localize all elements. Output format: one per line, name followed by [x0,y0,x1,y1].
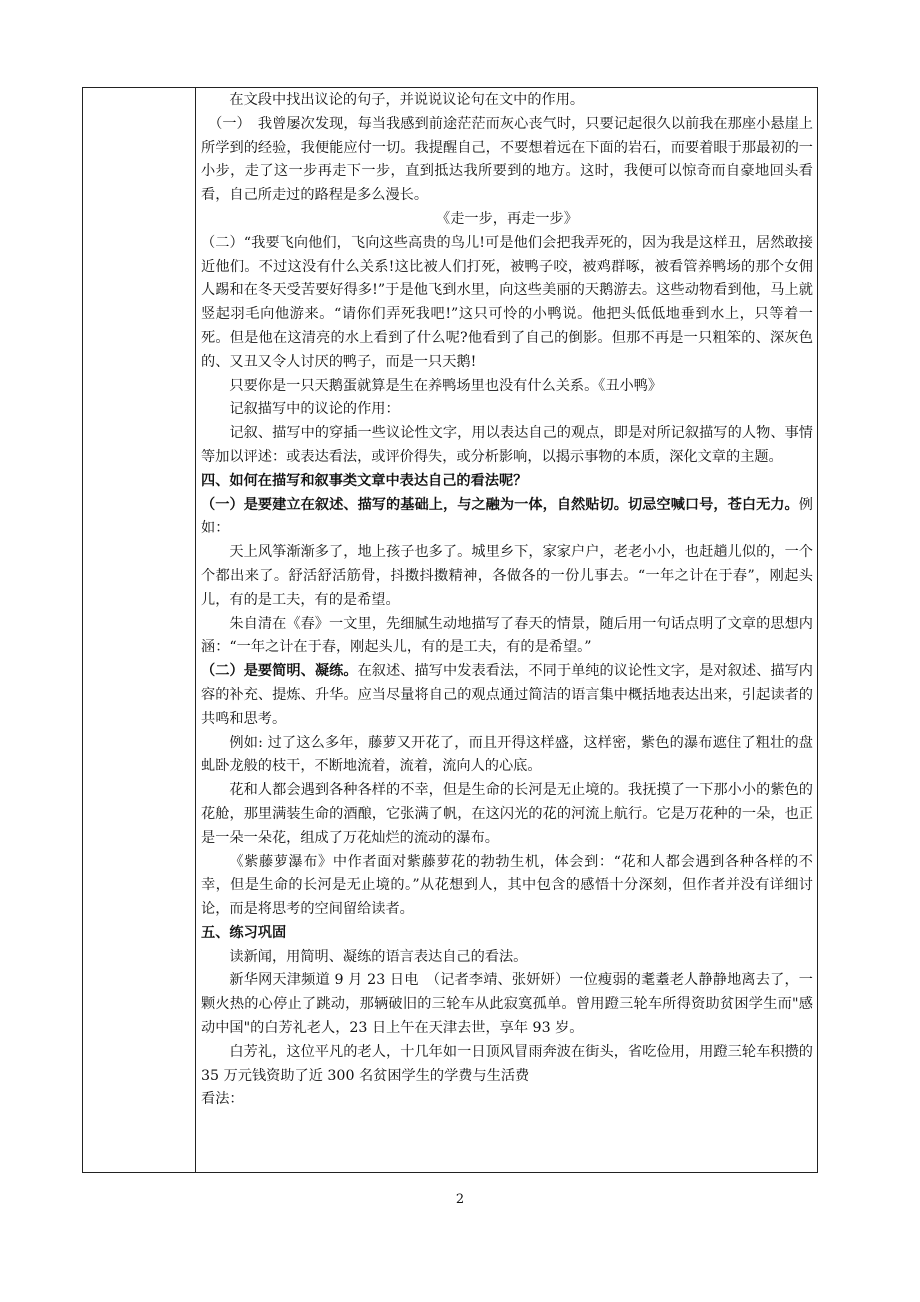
column-divider [195,88,196,1172]
point-two-bold: （二）是要简明、凝练。 [201,663,358,680]
section-four-heading: 四、如何在描写和叙事类文章中表达自己的看法呢？ [201,472,528,489]
excerpt-one: （一） 我曾屡次发现，每当我感到前途茫茫而灰心丧气时，只要记起很久以前我在那座小悬崖上所学到的经验，我便能应付一切。我提醒自己，不要想着远在下面的岩石，而要着眼于那最初的一小步，走了这一步再走下一步，直到抵达我所要到的地方。这时，我便可以惊奇而自豪地回头看看，自己所走过的路程是多么漫长。 [201,115,813,204]
exercise-instruction: 读新闻，用简明、凝练的语言表达自己的看法。 [229,948,528,965]
wisteria-example: 例如: 过了这么多年，藤萝又开花了，而且开得这样盛，这样密，紫色的瀑布遮住了粗壮的盘虬卧龙般的枝干，不断地流着，流着，流向人的心底。 [201,734,813,775]
task-prompt: 在文段中找出议论的句子，并说说议论句在文中的作用。 [229,92,585,108]
point-one [201,494,813,542]
excerpt-one-source: 《走一步，再走一步》 [436,210,578,227]
page-number: 2 [455,1192,465,1207]
wisteria-excerpt: 花和人都会遇到各种各样的不幸，但是生命的长河是无止境的。我抚摸了一下那小小的紫色的花舱，那里满装生命的酒酿，它张满了帆，在这闪光的花的河流上航行。它是万花种的一朵，也正是一朵一朵花，组成了万花灿烂的流动的瀑布。 [201,782,813,846]
point-one-bold: （一）是要建立在叙述、描写的基础上，与之融为一体，自然贴切。切忌空喊口号，苍白无力。 [201,496,799,513]
point-two [201,660,813,731]
news-paragraph-two: 白芳礼，这位平凡的老人，十几年如一日顶风冒雨奔波在街头，省吃俭用，用蹬三轮车积攒的 35 万元钱资助了近 300 名贫困学生的学费与生活费 [201,1043,813,1084]
news-paragraph-one: 新华网天津频道 9 月 23 日电 （记者李靖、张妍妍）一位瘦弱的耄耋老人静静地离去了，一颗火热的心停止了跳动，那辆破旧的三轮车从此寂寞孤单。曾用蹬三轮车所得资助贫困学生而"感动中国"的白芳礼老人，23 日上午在天津去世，享年 93 岁。 [201,972,813,1037]
spring-analysis: 朱自清在《春》一文里，先细腻生动地描写了春天的情景，随后用一句话点明了文章的思想内涵：“一年之计在于春，刚起头儿，有的是工夫，有的是希望。” [201,615,813,656]
point-one-example-label: 例如： [201,496,813,537]
table-frame [82,87,818,1173]
function-heading: 记叙描写中的议论的作用： [229,401,400,418]
excerpt-two-ending: 只要你是一只天鹅蛋就算是生在养鸭场里也没有什么关系。《丑小鸭》 [229,377,663,394]
wisteria-analysis: 《紫藤萝瀑布》中作者面对紫藤萝花的勃勃生机，体会到：“花和人都会遇到各种各样的不幸，但是生命的长河是无止境的。”从花想到人，其中包含的感悟十分深刻，但作者并没有详细讨论，而是将思考的空间留给读者。 [201,853,813,918]
lesson-content [201,89,813,1112]
spring-excerpt: 天上风筝渐渐多了，地上孩子也多了。城里乡下，家家户户，老老小小，也赶趟儿似的，一个个都出来了。舒活舒活筋骨，抖擞抖擞精神，各做各的一份儿事去。“一年之计在于春”，刚起头儿，有的是工夫，有的是希望。 [201,544,813,608]
opinion-label: 看法： [201,1091,244,1108]
excerpt-two: （二）“我要飞向他们，飞向这些高贵的鸟儿!可是他们会把我弄死的，因为我是这样丑，居然敢接近他们。不过这没有什么关系!这比被人们打死，被鸭子咬，被鸡群啄，被看管养鸭场的那个女佣人踢和在冬天受苦要好得多!”于是他飞到水里，向这些美丽的天鹅游去。这些动物看到他，马上就竖起羽毛向他游来。“请你们弄死我吧!”这只可怜的小鸭说。他把头低低地垂到水上，只等着一死。但是他在这清亮的水上看到了什么呢?他看到了自己的倒影。但那不再是一只粗笨的、深灰色的、又丑又令人讨厌的鸭子，而是一只天鹅! [201,234,813,370]
point-two-text: 在叙述、描写中发表看法，不同于单纯的议论性文字，是对叙述、描写内容的补充、提炼、升华。应当尽量将自己的观点通过简洁的语言集中概括地表达出来，引起读者的共鸣和思考。 [201,663,813,727]
function-explanation: 记叙、描写中的穿插一些议论性文字，用以表达自己的观点，即是对所记叙描写的人物、事情等加以评述：或表达看法，或评价得失，或分析影响，以揭示事物的本质，深化文章的主题。 [201,425,813,465]
section-five-heading: 五、练习巩固 [201,924,287,941]
